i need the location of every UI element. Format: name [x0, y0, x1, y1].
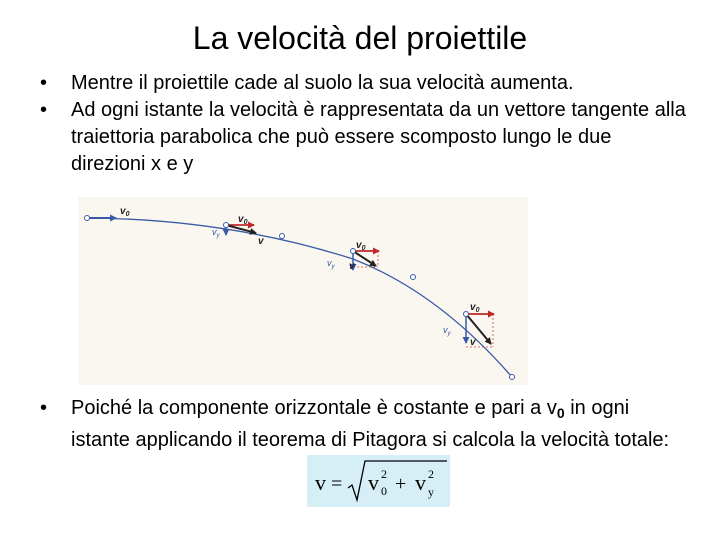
bullet-text: Ad ogni istante la velocità è rappresentata da un vettore tangente alla traiettoria parabolica che può essere scomposto lungo le due direzioni x e y [71, 99, 686, 175]
label-v0-2: $v_0$ [356, 240, 366, 252]
bullet-text: Poiché la componente orizzontale è costante e pari a v [71, 397, 557, 419]
label-vy-1: $v_y$ [212, 227, 220, 239]
label-vy-2: $v_y$ [327, 258, 335, 270]
label-v0-start: $v_0$ [120, 206, 130, 218]
formula-v0: v [368, 470, 379, 495]
formula-v0-sub: 0 [381, 484, 387, 498]
bullet-item [40, 70, 690, 97]
trajectory-curve [87, 218, 512, 377]
slide-title: La velocità del proiettile [192, 20, 528, 56]
pythagoras-formula [307, 455, 450, 507]
formula-vy: v [415, 470, 426, 495]
trajectory-points [85, 216, 515, 380]
label-vy-3: $v_y$ [443, 325, 451, 337]
label-v-1: v [258, 236, 264, 247]
formula-equals: = [331, 473, 343, 495]
bullet-item [40, 97, 690, 178]
formula-vy-exp: 2 [428, 467, 434, 481]
trajectory-point [85, 216, 90, 221]
trajectory-point [510, 375, 515, 380]
formula-graphic [307, 455, 450, 507]
trajectory-point [224, 223, 229, 228]
formula-vy-sub: y [428, 485, 434, 499]
trajectory-point [351, 249, 356, 254]
bullet-text: Mentre il proiettile cade al suolo la sua velocità aumenta. [71, 72, 574, 94]
trajectory-point [280, 234, 285, 239]
formula-plus: + [395, 473, 407, 495]
trajectory-point [464, 312, 469, 317]
projectile-trajectory-figure [78, 197, 528, 385]
trajectory-point [411, 275, 416, 280]
bullet-item [40, 395, 690, 454]
label-v0-1: $v_0$ [238, 214, 248, 226]
formula-lhs: v [315, 470, 326, 495]
formula-v0-exp: 2 [381, 467, 387, 481]
bullet-continuation: in ogni istante applicando il teorema di Pitagora si calcola la velocità totale: [71, 397, 670, 451]
bullet-list-bottom [40, 395, 690, 454]
trajectory-diagram [78, 197, 528, 385]
label-v0-3: $v_0$ [470, 302, 480, 314]
label-v-3: v [470, 337, 476, 348]
bullet-list-top [40, 70, 690, 178]
label-v-2: v [349, 261, 355, 272]
v0-subscript: 0 [556, 405, 565, 421]
